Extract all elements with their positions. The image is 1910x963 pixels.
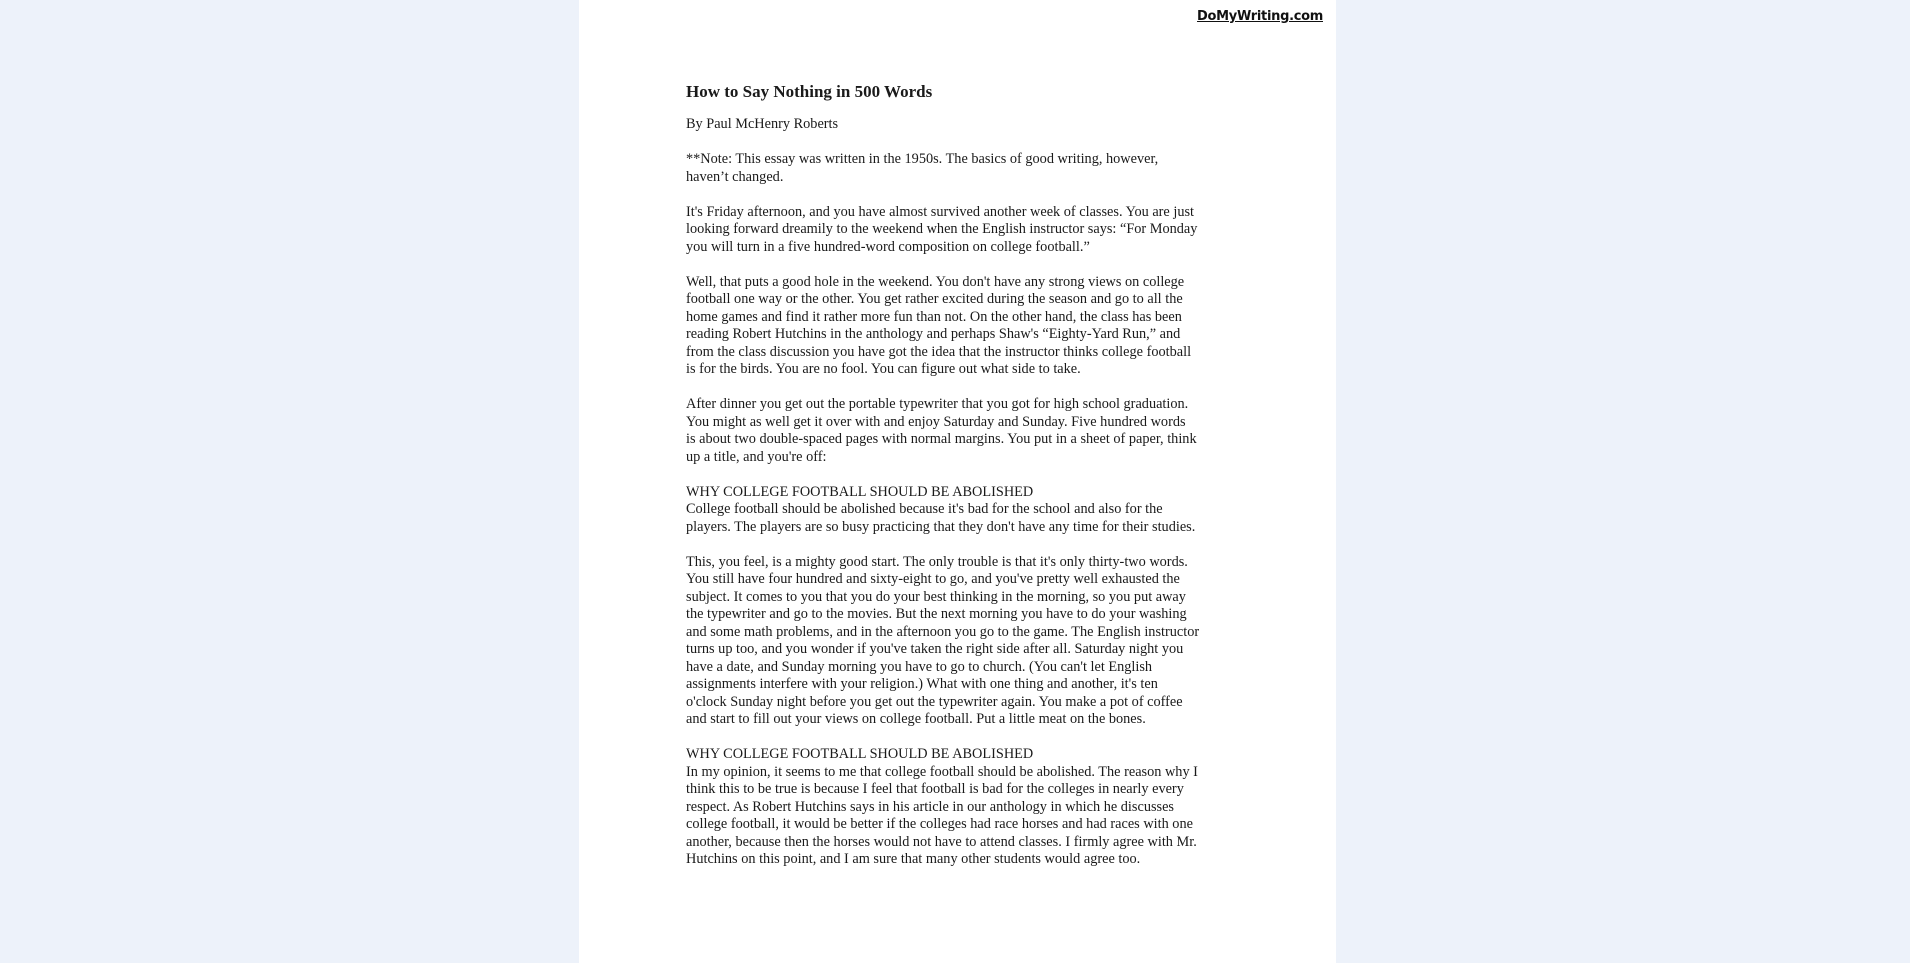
- essay-heading-1: WHY COLLEGE FOOTBALL SHOULD BE ABOLISHED: [686, 483, 1034, 500]
- paragraph-4: [686, 501, 1266, 536]
- text-line: reading Robert Hutchins in the anthology and perhaps Shaw's “Eighty-Yard Run,” and: [686, 326, 1181, 342]
- text-line: It's Friday afternoon, and you have almost survived another week of classes. You are just: [686, 203, 1195, 220]
- text-line: up a title, and you're off:: [686, 448, 827, 465]
- text-line: and some math problems, and in the afternoon you go to the game. The English instructor: [686, 623, 1200, 640]
- text-line: assignments interfere with your religion.) What with one thing and another, it's ten: [686, 676, 1158, 692]
- text-line: you will turn in a five hundred-word composition on college football.”: [686, 238, 1090, 255]
- paragraph-1: [686, 204, 1266, 257]
- document-page: [579, 0, 1336, 963]
- text-line: Well, that puts a good hole in the weekend. You don't have any strong views on college: [686, 273, 1185, 290]
- paragraph-3: [686, 396, 1266, 466]
- text-line: from the class discussion you have got the idea that the instructor thinks college football: [686, 343, 1192, 360]
- text-line: Hutchins on this point, and I am sure that many other students would agree too.: [686, 851, 1141, 867]
- text-line: turns up too, and you wonder if you've taken the right side after all. Saturday night you: [686, 641, 1184, 657]
- text-line: looking forward dreamily to the weekend when the English instructor says: “For Monday: [686, 221, 1198, 237]
- text-line: You might as well get it over with and enjoy Saturday and Sunday. Five hundred words: [686, 413, 1186, 430]
- paragraph-2: [686, 274, 1266, 379]
- text-line: College football should be abolished because it's bad for the school and also for the: [686, 501, 1163, 517]
- text-line: the typewriter and go to the movies. But the next morning you have to do your washing: [686, 606, 1187, 622]
- text-line: football one way or the other. You get rather excited during the season and go to all the: [686, 291, 1183, 307]
- text-line: is for the birds. You are no fool. You can figure out what side to take.: [686, 361, 1081, 377]
- text-line: After dinner you get out the portable typewriter that you got for high school graduation.: [686, 396, 1189, 412]
- text-line: In my opinion, it seems to me that college football should be abolished. The reason why I: [686, 763, 1198, 780]
- text-line: college football, it would be better if the colleges had race horses and had races with one: [686, 816, 1193, 832]
- text-line: subject. It comes to you that you do your best thinking in the morning, so you put away: [686, 588, 1186, 605]
- paragraph-6: [686, 764, 1266, 869]
- essay-body: [686, 82, 1266, 886]
- text-line: You still have four hundred and sixty-eight to go, and you've pretty well exhausted the: [686, 571, 1180, 587]
- text-line: is about two double-spaced pages with normal margins. You put in a sheet of paper, think: [686, 431, 1197, 447]
- text-line: respect. As Robert Hutchins says in his article in our anthology in which he discusses: [686, 798, 1174, 815]
- text-line: and start to fill out your views on college football. Put a little meat on the bones.: [686, 711, 1146, 727]
- text-line: o'clock Sunday night before you get out the typewriter again. You make a pot of coffee: [686, 693, 1183, 710]
- text-line: another, because then the horses would not have to attend classes. I firmly agree with Mr.: [686, 833, 1197, 850]
- essay-heading-2: WHY COLLEGE FOOTBALL SHOULD BE ABOLISHED: [686, 746, 1034, 762]
- essay-note: **Note: This essay was written in the 1950s. The basics of good writing, however, haven’t changed.: [686, 151, 1159, 185]
- text-line: have a date, and Sunday morning you have to go to church. (You can't let English: [686, 658, 1153, 675]
- essay-title: How to Say Nothing in 500 Words: [686, 82, 933, 101]
- text-line: This, you feel, is a mighty good start. The only trouble is that it's only thirty-two words.: [686, 553, 1188, 570]
- paragraph-5: [686, 554, 1266, 729]
- text-line: home games and find it rather more fun than not. On the other hand, the class has been: [686, 308, 1182, 325]
- domywriting-link[interactable]: DoMyWriting.com: [1197, 9, 1323, 24]
- text-line: players. The players are so busy practicing that they don't have any time for their studies.: [686, 518, 1196, 535]
- essay-byline: By Paul McHenry Roberts: [686, 116, 839, 132]
- text-line: think this to be true is because I feel that football is bad for the colleges in nearly every: [686, 781, 1184, 797]
